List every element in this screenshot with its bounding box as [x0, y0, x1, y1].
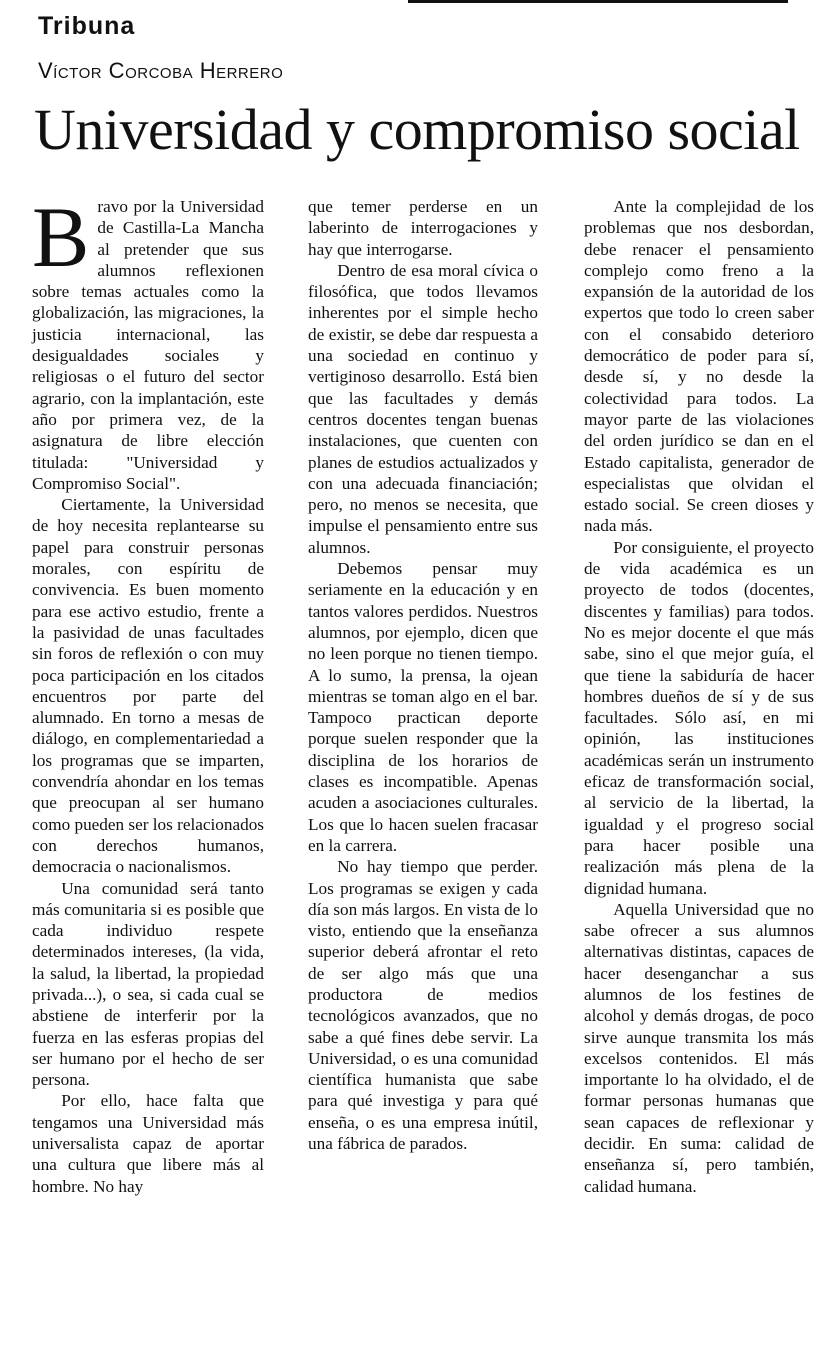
article-column-2	[308, 196, 538, 1154]
article-paragraph: que temer perderse en un laberinto de interrogaciones y hay que interrogarse.	[308, 197, 538, 259]
article-paragraph: Dentro de esa moral cívica o filosófica, que todos llevamos inherentes por el simple hecho de existir, se debe dar respuesta a una sociedad en continuo y vertiginoso desarrollo. Está bien que las facultades y demás centros docentes tengan buenas instalaciones, que cuenten con planes de estudios actualizados y con una adecuada financiación; pero, no menos se necesita, que impulse el pensamiento entre sus alumnos.	[308, 260, 538, 557]
article-column-1	[32, 189, 264, 1197]
article-paragraph: Por ello, hace falta que tengamos una Universidad más universalista capaz de aportar una cultura que libere más al hombre. No hay	[32, 1091, 264, 1196]
article-headline: Universidad y compromiso social	[34, 97, 800, 162]
drop-cap: B	[32, 189, 90, 285]
article-paragraph: Ciertamente, la Universidad de hoy necesita replantearse su papel para construir personas morales, con espíritu de convivencia. Es buen momento para ese activo estudio, frente a la pasividad de unas facultades sin foros de reflexión o con muy poca participación en los citados encuentros por parte del alumnado. En torno a mesas de diálogo, en complementariedad a los programas que se imparten, convendría ahondar en los temas que preocupan al ser humano como pueden ser los relacionados con derechos humanos, democracia o nacionalismos.	[32, 495, 264, 877]
article-paragraph: Bravo por la Universidad de Castilla-La Mancha al pretender que sus alumnos reflexionen sobre temas actuales como la globalización, las migraciones, la justicia internacional, las desigualdades sociales y religiosas o el futuro del sector agrario, con la implantación, este año por primera vez, de la asignatura de libre elección titulada: "Universidad y Compromiso Social".	[32, 189, 264, 493]
article-paragraph: Ante la complejidad de los problemas que nos desbordan, debe renacer el pensamiento complejo como freno a la expansión de la autoridad de los expertos que todo lo creen saber con el consabido deterioro democrático de poder para sí, desde sí, y no desde la colectividad para todos. La mayor parte de las violaciones del orden jurídico se dan en el Estado capitalista, generador de especialistas que olvidan el estado social. Se creen dioses y nada más.	[584, 197, 814, 536]
article-paragraph: No hay tiempo que perder. Los programas se exigen y cada día son más largos. En vista de lo visto, entiendo que la enseñanza superior deberá afrontar el reto de ser algo más que una productora de medios tecnológicos avanzados, que no sabe a qué fines debe servir. La Universidad, o es una comunidad científica humanista que sabe para qué investiga y para qué enseña, o es una empresa inútil, una fábrica de parados.	[308, 857, 538, 1154]
author-byline: Víctor Corcoba Herrero	[38, 58, 284, 83]
article-column-3	[584, 196, 814, 1197]
article-paragraph: Aquella Universidad que no sabe ofrecer a sus alumnos alternativas distintas, capaces de hacer desenganchar a sus alumnos de los festines de alcohol y demás drogas, de poco sirve aunque transmita los más excelsos contenidos. El más importante lo ha olvidado, el de formar personas humanas que sean capaces de reflexionar y decidir. En suma: calidad de enseñanza sí, pero también, calidad humana.	[584, 899, 814, 1196]
article-paragraph: Debemos pensar muy seriamente en la educación y en tantos valores perdidos. Nuestros alumnos, por ejemplo, dicen que no leen porque no tienen tiempo. A lo sumo, la prensa, la ojean mientras se toman algo en el bar. Tampoco practican deporte porque suelen responder que la disciplina de los horarios de clases es incompatible. Apenas acuden a asociaciones culturales. Los que lo hacen suelen fracasar en la carrera.	[308, 559, 538, 855]
section-label: Tribuna	[38, 12, 136, 40]
article-paragraph: Una comunidad será tanto más comunitaria si es posible que cada individuo respete determinados intereses, (la vida, la salud, la libertad, la propiedad privada...), o sea, si cada cual se abstiene de interferir por la fuerza en las esferas propias del ser humano por el hecho de ser persona.	[32, 878, 264, 1090]
article-paragraph: Por consiguiente, el proyecto de vida académica es un proyecto de todos (docentes, discentes y familias) para todos. No es mejor docente el que más sabe, sino el que mejor guía, el que tiene la sabiduría de hacer hombres dueños de sí y de sus facultades. Sólo así, en mi opinión, las instituciones académicas serán un instrumento eficaz de transformación social, al servicio de la libertad, la igualdad y el progreso social para hacer posible una realización más plena de la dignidad humana.	[584, 537, 814, 898]
top-rule	[408, 0, 788, 3]
